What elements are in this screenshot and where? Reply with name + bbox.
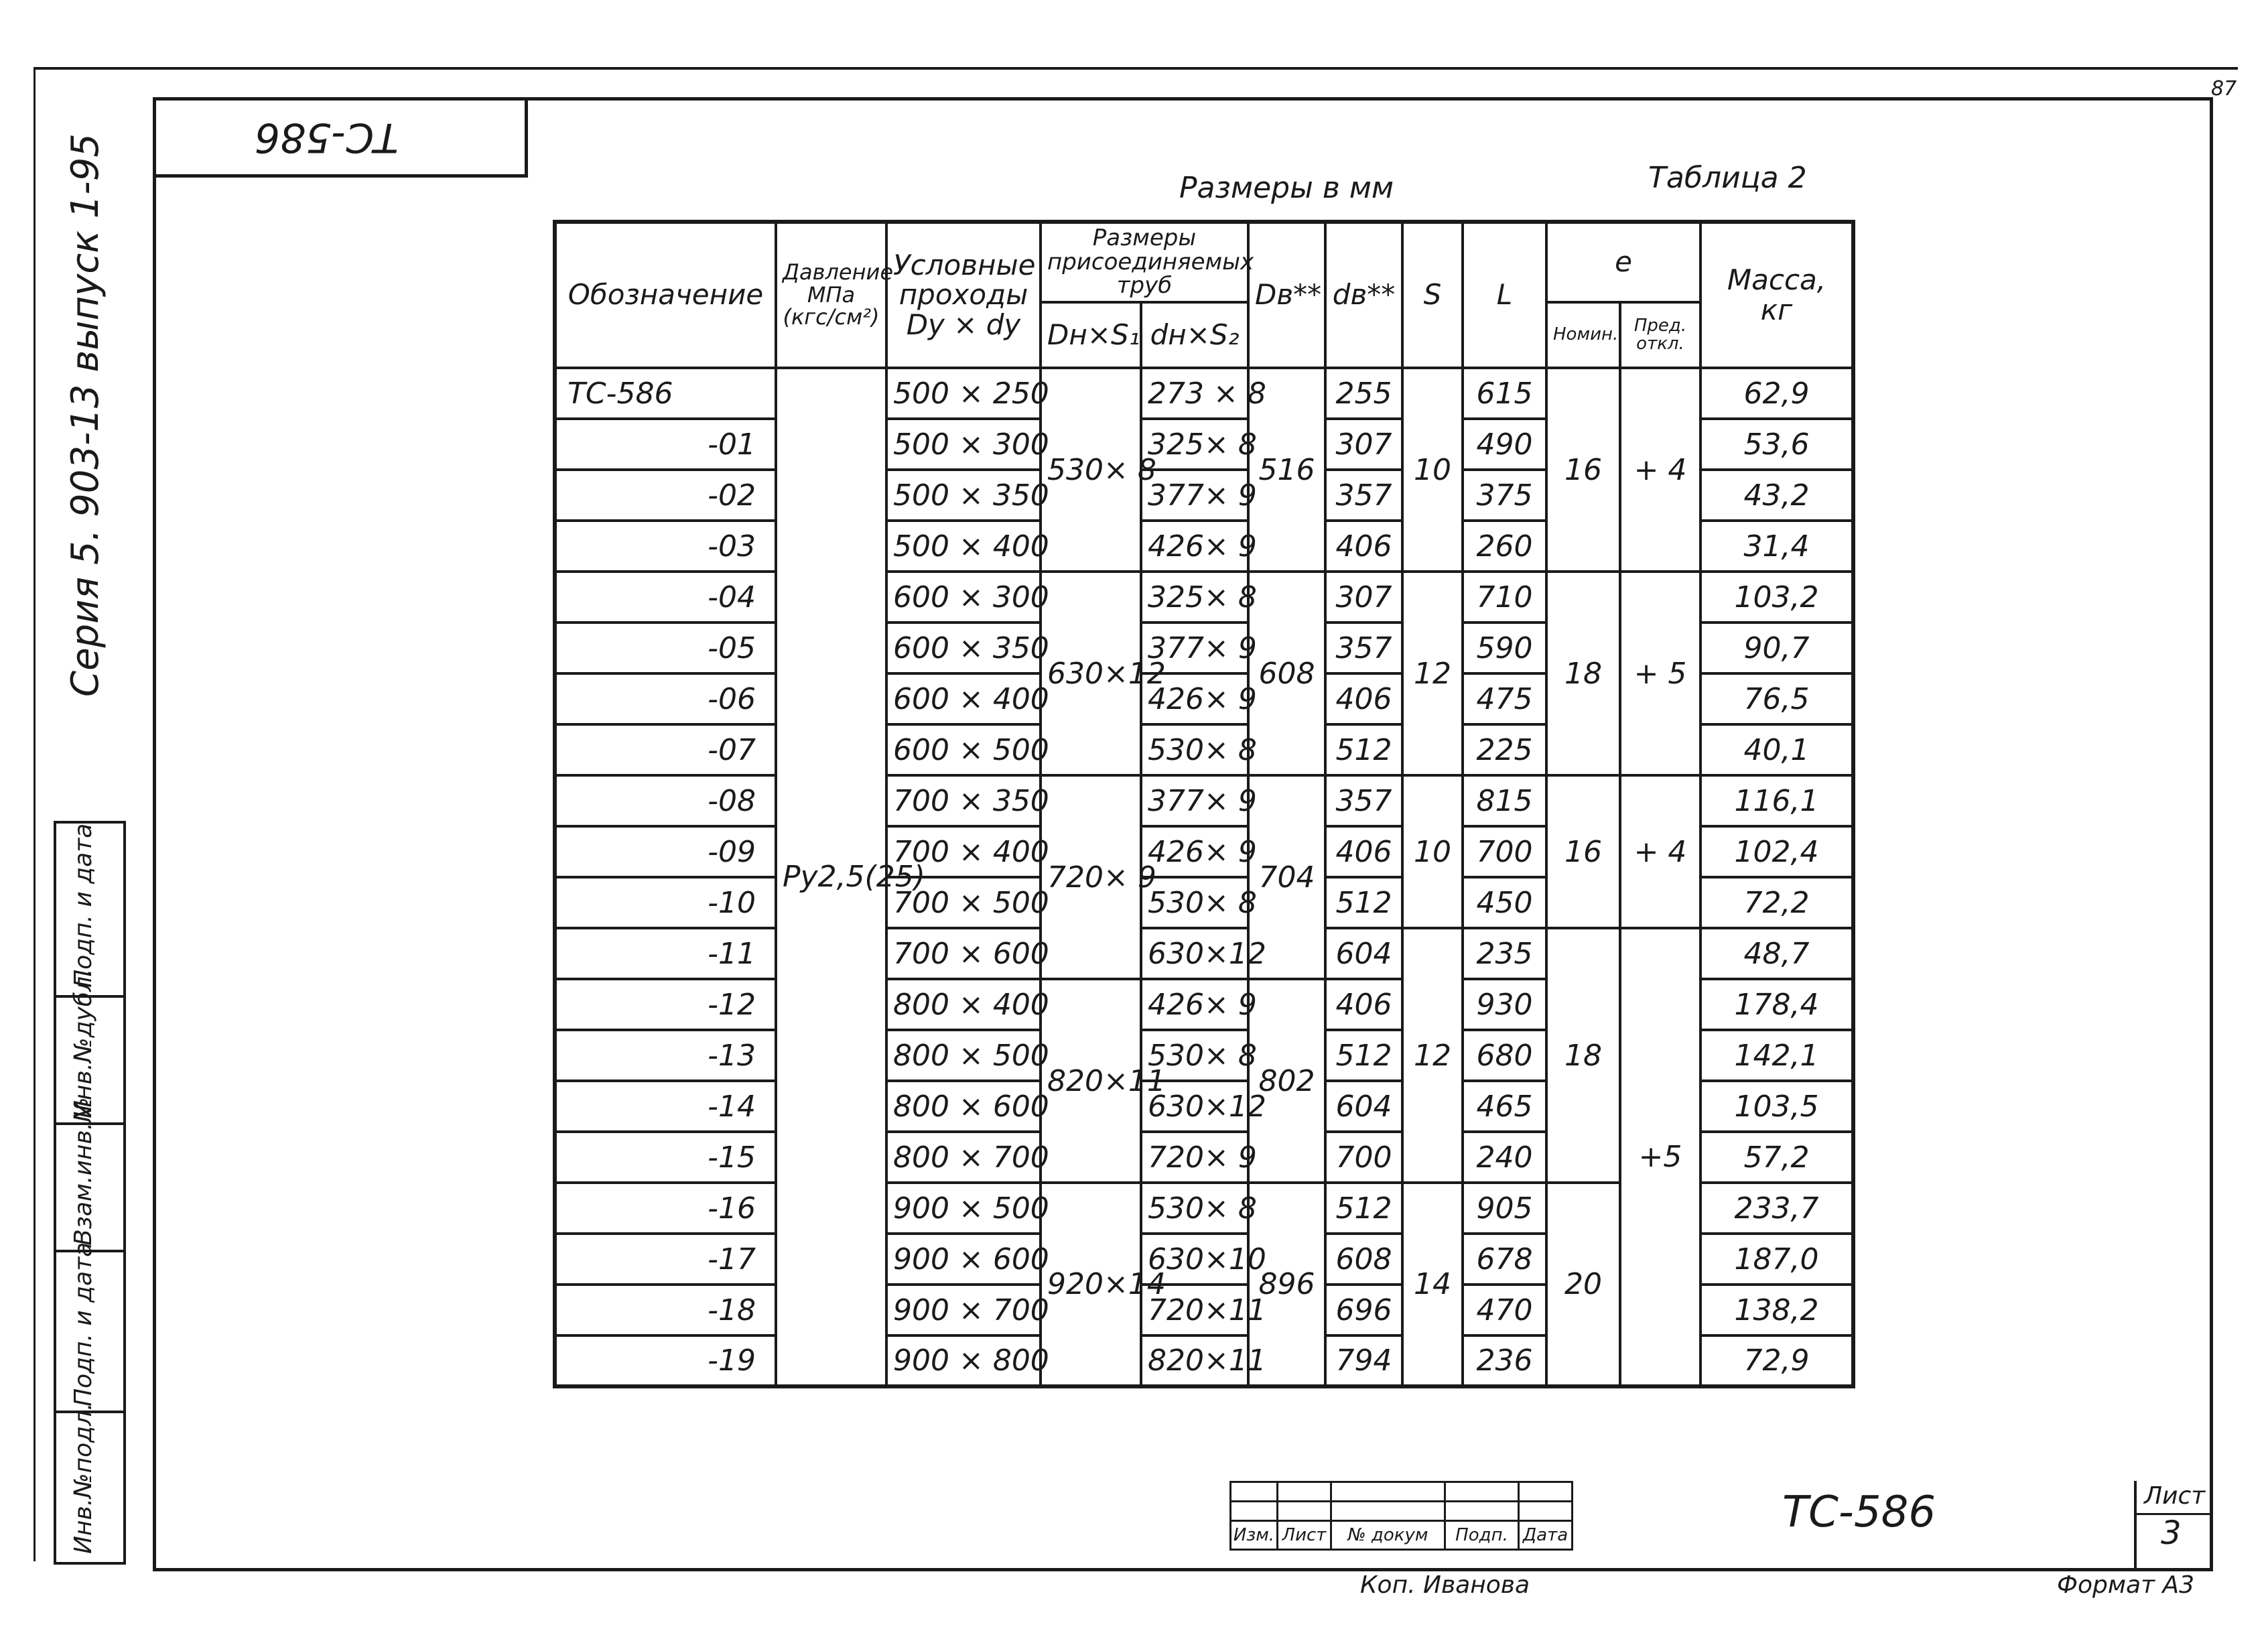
pressure-cell: Ру2,5(25) (776, 368, 886, 1386)
table-row: -11 700 × 600 630×12 604 12 235 18 +5 48,7 (555, 928, 1853, 979)
outer-frame-top (34, 67, 2238, 70)
copied-by: Коп. Иванова (1360, 1571, 1530, 1599)
table-number-caption: Таблица 2 (1648, 161, 1807, 195)
table-row: -16 900 × 500 920×14 530× 8 896 512 14 905 20 233,7 (555, 1183, 1853, 1234)
table-row: -05 600 × 350 377× 9 357 590 90,7 (555, 623, 1853, 673)
revision-grid (1229, 1481, 1573, 1551)
table-row: -12 800 × 400 820×11 426× 9 802 406 930 178,4 (555, 979, 1853, 1030)
units-caption: Размеры в мм (1179, 171, 1394, 205)
table-row: -08 700 × 350 720× 9 377× 9 704 357 10 815 16 + 4 116,1 (555, 775, 1853, 826)
tb-head-date: Дата (1519, 1521, 1573, 1550)
table-row: -10 700 × 500 530× 8 512 450 72,2 (555, 877, 1853, 928)
header-pressure: Давление МПа (кгс/см²) (776, 222, 886, 368)
table-row: -07 600 × 500 530× 8 512 225 40,1 (555, 724, 1853, 775)
stamp-text: ТС-586 (255, 114, 399, 161)
header-e-tol: Пред. откл. (1620, 302, 1700, 368)
header-e: e (1546, 222, 1700, 302)
table-row: -18 900 × 700 720×11 696 470 138,2 (555, 1285, 1853, 1335)
table-row: ТС-586 Ру2,5(25) 500 × 250 530× 8 273 × 8 516 255 10 615 16 + 4 62,9 (555, 368, 1853, 419)
tb-head-sheet: Лист (1278, 1521, 1331, 1550)
document-code: ТС-586 (1782, 1488, 1936, 1537)
table-row: -02 500 × 350 377× 9 357 375 43,2 (555, 470, 1853, 521)
table-row: -19 900 × 800 820×11 794 236 72,9 (555, 1335, 1853, 1386)
header-dv: dв** (1325, 222, 1402, 368)
table-row: -01 500 × 300 325× 8 307 490 53,6 (555, 419, 1853, 470)
table-row: -15 800 × 700 720× 9 700 240 57,2 (555, 1132, 1853, 1183)
header-mass: Масса, кг (1700, 222, 1853, 368)
tb-head-docnum: № докум (1331, 1521, 1445, 1550)
header-Dv: Dв** (1248, 222, 1325, 368)
table-row: -17 900 × 600 630×10 608 678 187,0 (555, 1234, 1853, 1285)
tb-head-sign: Подп. (1445, 1521, 1519, 1550)
side-cell-inv: Инв.№подл. (70, 1402, 97, 1554)
header-dn-s1: Dн×S₁ (1041, 302, 1141, 368)
title-block (1229, 1481, 2214, 1571)
table-row: -04 600 × 300 630×12 325× 8 608 307 12 710 18 + 5 103,2 (555, 572, 1853, 623)
header-S: S (1402, 222, 1463, 368)
side-stamp-column (54, 821, 126, 1565)
paper-format: Формат А3 (2057, 1571, 2195, 1599)
header-e-nom: Номин. (1546, 302, 1620, 368)
sheet-label: Лист (2144, 1482, 2206, 1510)
table-row: -03 500 × 400 426× 9 406 260 31,4 (555, 521, 1853, 572)
table-row: -06 600 × 400 426× 9 406 475 76,5 (555, 673, 1853, 724)
side-cell-replace: Взам.инв.№ (56, 1125, 123, 1252)
table-row: -09 700 × 400 426× 9 406 700 102,4 (555, 826, 1853, 877)
header-designation: Обозначение (555, 222, 776, 368)
side-cell-dupl: Инв.№дубл. (56, 998, 123, 1125)
table-row: -14 800 × 600 630×12 604 465 103,5 (555, 1081, 1853, 1132)
outer-frame-left (34, 67, 36, 1561)
side-cell-sign-date-2: Подп. и дата (56, 824, 123, 998)
header-dn-s2: dн×S₂ (1141, 302, 1248, 368)
dimensions-table (553, 220, 1855, 1388)
header-pipes: Размеры присоединяемых труб (1041, 222, 1248, 302)
tb-head-change: Изм. (1231, 1521, 1278, 1550)
side-cell-sign-date-1: Подп. и дата (56, 1252, 123, 1413)
header-nominal: Условные проходы Dy × dy (886, 222, 1041, 368)
series-label: Серия 5. 903-13 выпуск 1-95 (64, 133, 107, 697)
page-corner-number: 87 (2211, 77, 2237, 101)
header-L: L (1463, 222, 1546, 368)
table-row: -13 800 × 500 530× 8 512 680 142,1 (555, 1030, 1853, 1081)
sheet-number: 3 (2161, 1514, 2182, 1552)
